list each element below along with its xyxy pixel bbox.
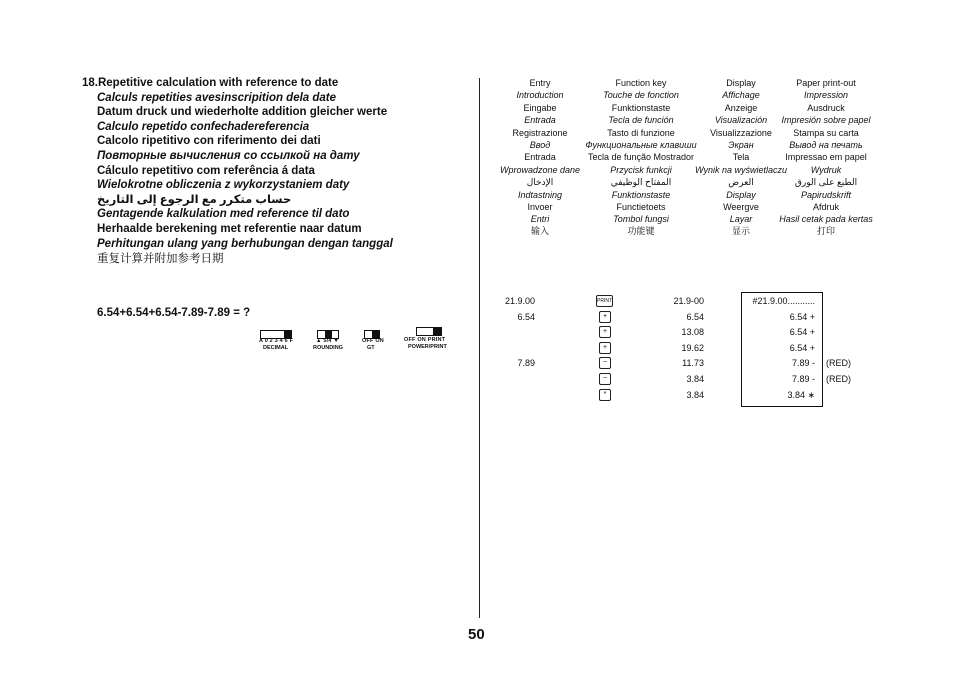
power-print-switch-caption: POWER/PRINT xyxy=(408,344,447,350)
printout-line: 3.84 ∗ xyxy=(787,389,815,400)
red-print-note: (RED) xyxy=(826,374,851,384)
section-title-list xyxy=(82,76,472,266)
header-display-11: Layar xyxy=(729,214,753,225)
rounding-switch-knob xyxy=(325,331,332,338)
header-paper-print-out-12: 打印 xyxy=(816,226,835,237)
translation-fr: Calculs repetities avesinscripition dela date xyxy=(97,91,337,104)
header-function-key-4: Tasto di funzione xyxy=(607,127,675,138)
header-display-10: Weergve xyxy=(723,202,759,212)
decimal-switch-caption: DECIMAL xyxy=(263,345,289,351)
header-entry-3: Entrada xyxy=(524,115,556,126)
printout-line: 6.54 + xyxy=(789,342,815,353)
header-paper-print-out-10: Afdruk xyxy=(812,202,839,212)
header-display-4: Visualizzazione xyxy=(710,127,772,138)
header-entry-0: Entry xyxy=(529,78,551,88)
header-function-key-2: Funktionstaste xyxy=(611,102,671,113)
header-paper-print-out-1: Impression xyxy=(803,90,848,101)
header-display-8: العرض xyxy=(728,177,754,188)
display-value: 21.9-00 xyxy=(673,296,704,306)
header-paper-print-out-4: Stampa su carta xyxy=(793,127,859,138)
header-paper-print-out-6: Impressao em papel xyxy=(785,152,867,163)
header-display-0: Display xyxy=(726,78,756,88)
header-display-2: Anzeige xyxy=(724,102,758,113)
header-entry-12: 输入 xyxy=(530,226,549,237)
header-entry-1: Introduction xyxy=(516,90,564,101)
printout-line: 6.54 + xyxy=(789,311,815,322)
translation-nl: Herhaalde berekening met referentie naar datum xyxy=(97,222,362,235)
header-entry-2: Eingabe xyxy=(523,102,557,113)
translation-da: Gentagende kalkulation med reference til dato xyxy=(97,208,350,221)
translation-ar: حساب متكرر مع الرجوع إلى التاريخ xyxy=(97,193,292,206)
header-function-key-8: المفتاح الوظيفي xyxy=(610,177,672,188)
header-paper-print-out-11: Hasil cetak pada kertas xyxy=(779,214,873,225)
header-paper-print-out-2: Ausdruck xyxy=(807,102,845,113)
header-paper-print-out-7: Wydruk xyxy=(810,164,842,175)
gt-switch-labels: OFF ON xyxy=(362,338,384,344)
entry-value: 6.54 xyxy=(517,311,535,322)
header-display-5: Экран xyxy=(728,140,754,150)
rounding-switch-labels: ▲ 5/4 ▼ xyxy=(316,338,339,344)
printout-line: #21.9.00........... xyxy=(752,296,815,306)
header-function-key-9: Funktionstaste xyxy=(611,189,671,200)
header-entry-8: الإدخال xyxy=(526,177,554,188)
translation-es: Calculo repetido confechadereferencia xyxy=(97,120,310,133)
header-paper-print-out-5: Вывод на печать xyxy=(789,140,863,150)
rounding-switch-caption: ROUNDING xyxy=(313,345,343,351)
decimal-switch-labels: A 0 2 3 4 6 F xyxy=(259,338,294,344)
translation-id: Perhitungan ulang yang berhubungan dengan tanggal xyxy=(97,237,393,250)
page-number: 50 xyxy=(468,626,485,643)
header-display-7: Wynik na wyświetlaczu xyxy=(694,164,788,175)
paper-printout-box xyxy=(741,292,823,407)
print-key-icon: PRINT xyxy=(596,295,613,307)
power-print-switch-knob xyxy=(433,328,441,335)
header-entry-9: Indtastning xyxy=(517,189,563,200)
header-entry-7: Wprowadzone dane xyxy=(499,164,581,175)
display-value: 19.62 xyxy=(681,342,704,353)
entry-value: 7.89 xyxy=(517,358,535,369)
header-entry-10: Invoer xyxy=(527,202,553,212)
translation-zh: 重复计算并附加参考日期 xyxy=(97,251,224,266)
header-function-key-0: Function key xyxy=(615,78,667,88)
header-display-1: Affichage xyxy=(722,90,760,101)
translation-pt: Cálculo repetitivo com referência á data xyxy=(97,164,315,177)
display-value: 11.73 xyxy=(682,358,704,369)
header-function-key-6: Tecla de função Mostrador xyxy=(587,152,695,163)
header-paper-print-out-9: Papirudskrift xyxy=(800,189,852,200)
header-display-9: Display xyxy=(726,189,756,200)
header-function-key-3: Tecla de función xyxy=(608,115,674,126)
header-entry-5: Ввод xyxy=(529,140,551,150)
decimal-switch xyxy=(259,330,299,352)
gt-switch-caption: GT xyxy=(367,345,375,351)
section-heading: 18.Repetitive calculation with reference to date xyxy=(82,77,339,89)
printout-line: 7.89 - xyxy=(791,374,815,384)
header-function-key-5: Функциональные клавиши xyxy=(585,140,697,150)
red-print-note: (RED) xyxy=(826,358,851,369)
display-value: 6.54 xyxy=(686,311,704,322)
function-key-icon: − xyxy=(599,357,611,369)
function-key-icon: + xyxy=(599,326,611,338)
printout-line: 6.54 + xyxy=(789,327,815,338)
decimal-switch-knob xyxy=(284,331,291,338)
header-paper-print-out-3: Impresión sobre papel xyxy=(781,115,871,126)
entry-value: 21.9.00 xyxy=(504,296,535,306)
header-display-6: Tela xyxy=(732,152,750,163)
gt-switch xyxy=(362,330,384,352)
translation-de: Datum druck und wiederholte addition gleicher werte xyxy=(97,106,388,119)
header-function-key-1: Touche de fonction xyxy=(603,90,679,101)
header-function-key-12: 功能键 xyxy=(627,226,655,237)
function-key-icon: + xyxy=(599,311,611,323)
header-display-12: 显示 xyxy=(731,226,750,237)
header-paper-print-out-8: الطبع على الورق xyxy=(794,177,858,188)
display-value: 3.84 xyxy=(686,389,704,400)
header-function-key-7: Przycisk funkcji xyxy=(610,164,672,175)
header-display-3: Visualización xyxy=(714,115,768,126)
function-key-icon: − xyxy=(599,373,611,385)
display-value: 3.84 xyxy=(686,374,704,384)
power-print-switch-labels: OFF ON PRINT xyxy=(404,337,446,343)
example-formula: 6.54+6.54+6.54-7.89-7.89 = ? xyxy=(97,307,251,319)
header-entry-11: Entri xyxy=(530,214,550,225)
display-value: 13.08 xyxy=(681,327,704,338)
translation-pl: Wielokrotne obliczenia z wykorzystaniem daty xyxy=(97,179,350,192)
power-print-switch xyxy=(404,327,460,351)
printout-line: 7.89 - xyxy=(791,358,815,369)
translation-ru: Повторные вычисления со ссылкой на дату xyxy=(97,149,360,162)
power-print-switch-track xyxy=(416,327,442,336)
header-paper-print-out-0: Paper print-out xyxy=(796,78,856,88)
header-function-key-10: Functietoets xyxy=(616,202,666,212)
header-function-key-11: Tombol fungsi xyxy=(613,214,669,225)
translation-it: Calcolo ripetitivo con riferimento dei dati xyxy=(97,135,321,148)
function-key-icon: * xyxy=(599,389,611,401)
header-entry-6: Entrada xyxy=(524,152,556,163)
rounding-switch xyxy=(313,330,353,352)
function-key-icon: + xyxy=(599,342,611,354)
gt-switch-knob xyxy=(372,331,379,338)
header-entry-4: Registrazione xyxy=(512,127,568,138)
